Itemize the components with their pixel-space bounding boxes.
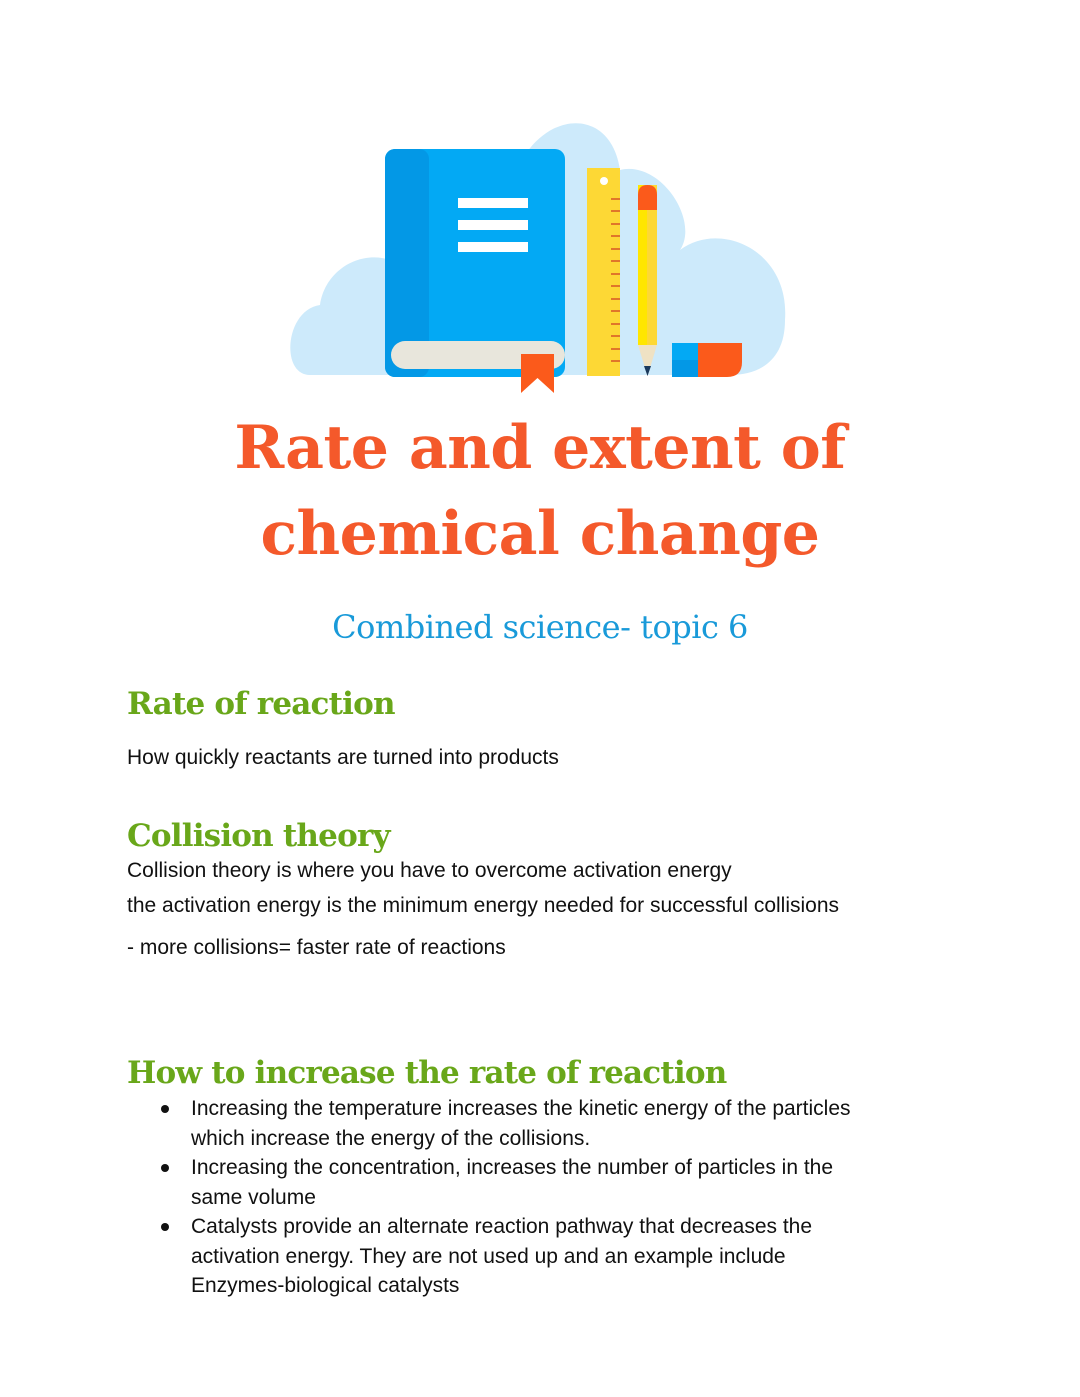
list-item-catalysts (127, 1212, 947, 1301)
heading-rate-of-reaction: Rate of reaction (127, 686, 395, 722)
rate-of-reaction-definition: How quickly reactants are turned into products (127, 746, 559, 769)
list-item-text: Catalysts provide an alternate reaction pathway that decreases the (191, 1215, 813, 1238)
title-line-1: Rate and extent of (234, 413, 846, 483)
bullet-icon (161, 1105, 169, 1113)
list-item-text: Enzymes-biological catalysts (191, 1274, 460, 1297)
list-item-text: same volume (191, 1185, 316, 1209)
heading-collision-theory: Collision theory (127, 818, 390, 854)
bookmark-icon (521, 354, 554, 393)
collision-theory-line-2: the activation energy is the minimum energy needed for successful collisions (127, 894, 840, 917)
document-subtitle: Combined science- topic 6 (332, 608, 748, 646)
list-item-text: which increase the energy of the collisions. (191, 1126, 591, 1150)
list-item-text: Increasing the concentration, increases the number of particles in the (191, 1156, 834, 1179)
list-item-temperature (127, 1094, 947, 1153)
increase-rate-list (127, 1094, 947, 1301)
list-item-text: activation energy. They are not used up and an example include (191, 1244, 786, 1268)
document-title (0, 405, 1080, 577)
pencil-icon (638, 185, 657, 376)
list-item-text: Increasing the temperature increases the kinetic energy of the particles (191, 1097, 851, 1120)
list-item-concentration (127, 1153, 947, 1212)
bullet-icon (161, 1164, 169, 1172)
title-line-2: chemical change (260, 499, 820, 569)
heading-increase-rate: How to increase the rate of reaction (127, 1055, 727, 1091)
bullet-icon (161, 1223, 169, 1231)
book-icon (385, 149, 565, 377)
header-illustration (280, 100, 800, 400)
collision-theory-line-3: - more collisions= faster rate of reactions (127, 936, 506, 959)
eraser-icon (672, 343, 742, 377)
ruler-icon (587, 168, 620, 376)
collision-theory-line-1: Collision theory is where you have to overcome activation energy (127, 859, 732, 882)
